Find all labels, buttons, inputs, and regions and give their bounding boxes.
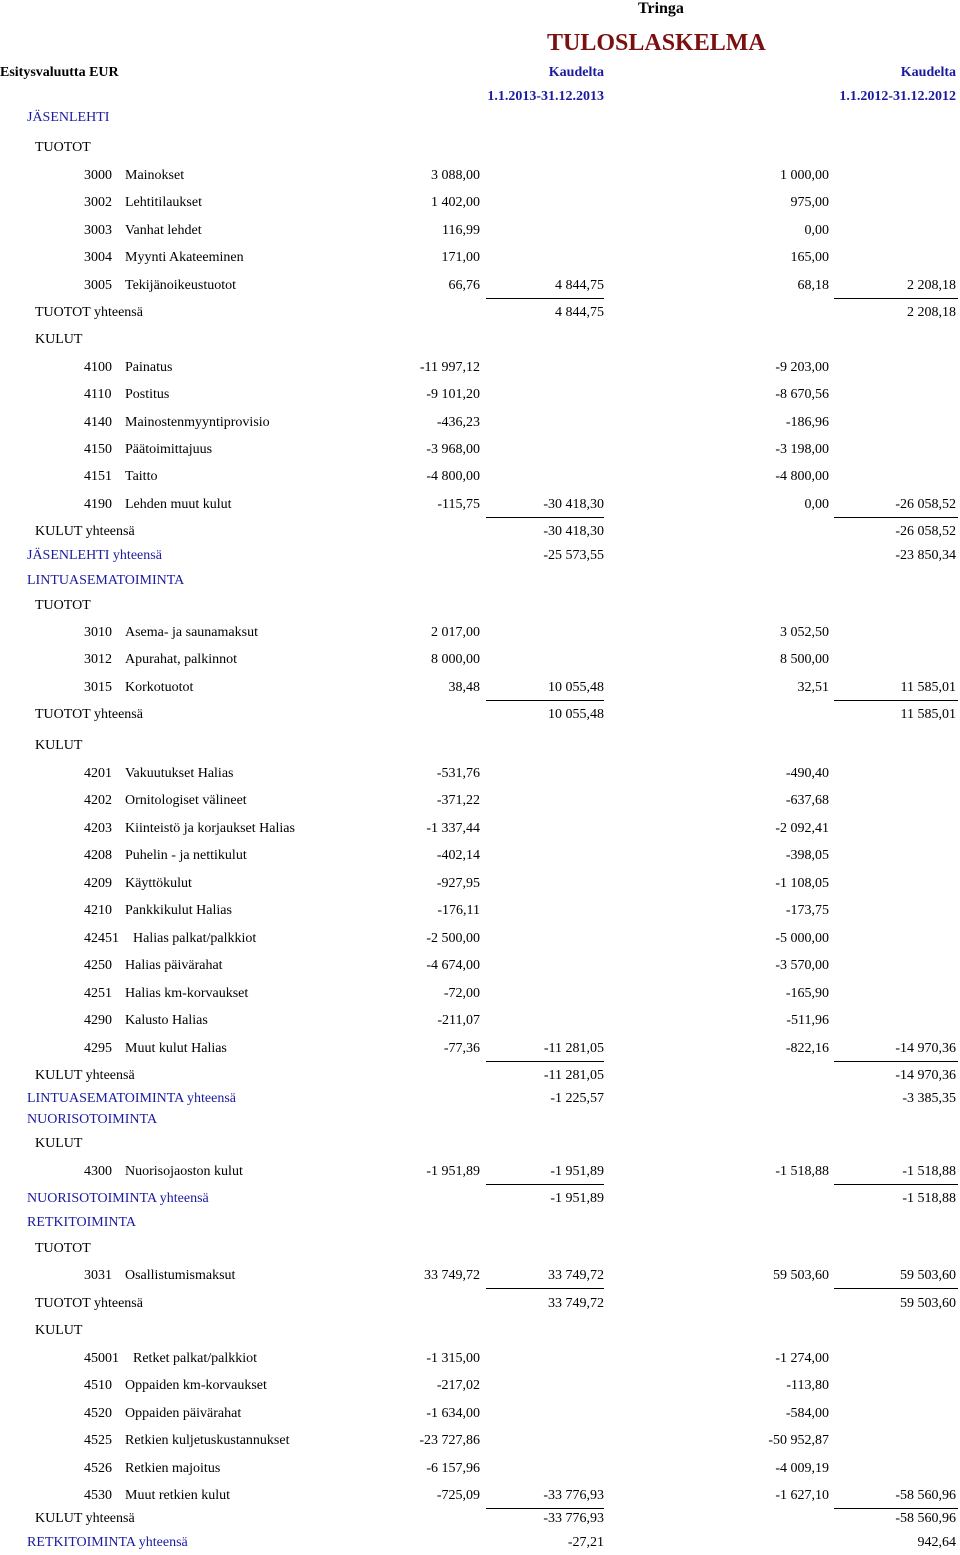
account-code: 4210 — [84, 903, 112, 918]
amount-current: -72,00 — [443, 986, 480, 1001]
subtotal-previous: -26 058,52 — [895, 497, 956, 512]
group-total-label: KULUT yhteensä — [35, 524, 135, 539]
account-name: Retkien kuljetuskustannukset — [125, 1433, 290, 1448]
account-name: Halias palkat/palkkiot — [133, 931, 257, 946]
amount-previous: -3 198,00 — [775, 442, 829, 457]
subtotal-previous: 59 503,60 — [900, 1268, 956, 1283]
amount-previous: 8 500,00 — [780, 652, 829, 667]
amount-current: 8 000,00 — [431, 652, 480, 667]
section-total-previous: -23 850,34 — [895, 548, 956, 563]
subtotal-previous: 2 208,18 — [907, 278, 956, 293]
group-total-label: TUOTOT yhteensä — [35, 707, 143, 722]
amount-current: -927,95 — [436, 876, 480, 891]
account-name: Muut kulut Halias — [125, 1041, 227, 1056]
total-rule-current — [486, 1061, 604, 1062]
amount-previous: -1 627,10 — [775, 1488, 829, 1503]
account-code: 4300 — [84, 1164, 112, 1179]
amount-current: 1 402,00 — [431, 195, 480, 210]
amount-previous: 975,00 — [790, 195, 829, 210]
amount-previous: 165,00 — [790, 250, 829, 265]
subtotal-current: -30 418,30 — [543, 497, 604, 512]
account-name: Käyttökulut — [125, 876, 192, 891]
amount-current: 2 017,00 — [431, 625, 480, 640]
total-rule-current — [486, 1508, 604, 1509]
amount-current: -4 674,00 — [426, 958, 480, 973]
account-code: 4290 — [84, 1013, 112, 1028]
account-code: 3002 — [84, 195, 112, 210]
amount-current: 38,48 — [448, 680, 480, 695]
company-name: Tringa — [638, 0, 684, 17]
group-total-current: 33 749,72 — [548, 1296, 604, 1311]
account-name: Korkotuotot — [125, 680, 194, 695]
account-code: 3003 — [84, 223, 112, 238]
amount-previous: -50 952,87 — [768, 1433, 829, 1448]
amount-current: -2 500,00 — [426, 931, 480, 946]
account-code: 4151 — [84, 469, 112, 484]
account-code: 4525 — [84, 1433, 112, 1448]
amount-previous: 0,00 — [804, 497, 829, 512]
account-code: 4526 — [84, 1461, 112, 1476]
account-name: Päätoimittajuus — [125, 442, 213, 457]
account-code: 3012 — [84, 652, 112, 667]
total-rule-current — [486, 1288, 604, 1289]
amount-current: -176,11 — [437, 903, 480, 918]
period-previous: 1.1.2012-31.12.2012 — [839, 89, 956, 104]
subtotal-previous: -14 970,36 — [895, 1041, 956, 1056]
section-total-label: LINTUASEMATOIMINTA yhteensä — [27, 1091, 236, 1106]
amount-previous: -165,90 — [785, 986, 829, 1001]
account-code: 4530 — [84, 1488, 112, 1503]
group-total-previous: -26 058,52 — [895, 524, 956, 539]
account-code: 4251 — [84, 986, 112, 1001]
total-rule-previous — [834, 1061, 958, 1062]
account-code: 4202 — [84, 793, 112, 808]
account-code: 4100 — [84, 360, 112, 375]
account-name: Osallistumismaksut — [125, 1268, 236, 1283]
account-name: Tekijänoikeustuotot — [125, 278, 237, 293]
section-total-previous: -3 385,35 — [902, 1091, 956, 1106]
section-total-current: -27,21 — [567, 1535, 604, 1550]
group-total-label: TUOTOT yhteensä — [35, 305, 143, 320]
period-label-previous: Kaudelta — [900, 65, 956, 80]
account-code: 3000 — [84, 168, 112, 183]
account-name: Myynti Akateeminen — [125, 250, 244, 265]
account-name: Puhelin - ja nettikulut — [125, 848, 247, 863]
subtotal-current: 4 844,75 — [555, 278, 604, 293]
period-label-current: Kaudelta — [548, 65, 604, 80]
account-code: 4150 — [84, 442, 112, 457]
total-rule-previous — [834, 1184, 958, 1185]
amount-previous: -511,96 — [786, 1013, 829, 1028]
account-name: Mainokset — [125, 168, 185, 183]
group-heading: KULUT — [35, 1323, 83, 1338]
amount-current: -371,22 — [436, 793, 480, 808]
amount-previous: 32,51 — [797, 680, 829, 695]
amount-current: -1 951,89 — [426, 1164, 480, 1179]
amount-current: -436,23 — [436, 415, 480, 430]
account-code: 4510 — [84, 1378, 112, 1393]
section-total-previous: -1 518,88 — [902, 1191, 956, 1206]
account-name: Taitto — [125, 469, 158, 484]
account-code: 3010 — [84, 625, 112, 640]
amount-previous: -398,05 — [785, 848, 829, 863]
group-heading: TUOTOT — [35, 140, 91, 155]
group-total-current: -30 418,30 — [543, 524, 604, 539]
section-total-label: JÄSENLEHTI yhteensä — [27, 548, 162, 563]
account-name: Pankkikulut Halias — [125, 903, 232, 918]
group-heading: KULUT — [35, 1136, 83, 1151]
amount-previous: -173,75 — [785, 903, 829, 918]
amount-previous: -9 203,00 — [775, 360, 829, 375]
group-total-previous: -14 970,36 — [895, 1068, 956, 1083]
amount-current: 171,00 — [441, 250, 480, 265]
account-code: 42451 — [84, 931, 119, 946]
total-rule-previous — [834, 1288, 958, 1289]
account-name: Kiinteistö ja korjaukset Halias — [125, 821, 295, 836]
amount-previous: -8 670,56 — [775, 387, 829, 402]
account-name: Lehden muut kulut — [125, 497, 232, 512]
account-code: 4520 — [84, 1406, 112, 1421]
total-rule-previous — [834, 517, 958, 518]
total-rule-previous — [834, 700, 958, 701]
amount-current: -9 101,20 — [426, 387, 480, 402]
account-code: 45001 — [84, 1351, 119, 1366]
amount-previous: 0,00 — [804, 223, 829, 238]
account-name: Retkien majoitus — [125, 1461, 221, 1476]
subtotal-current: 10 055,48 — [548, 680, 604, 695]
amount-current: -23 727,86 — [419, 1433, 480, 1448]
subtotal-previous: -1 518,88 — [902, 1164, 956, 1179]
account-name: Halias km-korvaukset — [125, 986, 249, 1001]
amount-current: -115,75 — [437, 497, 480, 512]
amount-current: -1 634,00 — [426, 1406, 480, 1421]
account-code: 3004 — [84, 250, 112, 265]
account-name: Vanhat lehdet — [125, 223, 202, 238]
account-code: 4201 — [84, 766, 112, 781]
total-rule-current — [486, 1184, 604, 1185]
section-heading: JÄSENLEHTI — [27, 110, 110, 125]
amount-previous: -1 108,05 — [775, 876, 829, 891]
amount-current: -1 337,44 — [426, 821, 480, 836]
account-code: 4208 — [84, 848, 112, 863]
group-total-label: KULUT yhteensä — [35, 1068, 135, 1083]
account-name: Vakuutukset Halias — [125, 766, 234, 781]
amount-current: 3 088,00 — [431, 168, 480, 183]
account-code: 4209 — [84, 876, 112, 891]
account-code: 4110 — [84, 387, 112, 402]
section-heading: RETKITOIMINTA — [27, 1215, 137, 1230]
currency-label: Esitysvaluutta EUR — [0, 65, 119, 80]
amount-current: 33 749,72 — [424, 1268, 480, 1283]
amount-current: 66,76 — [448, 278, 480, 293]
group-heading: TUOTOT — [35, 598, 91, 613]
amount-current: -4 800,00 — [426, 469, 480, 484]
total-rule-current — [486, 298, 604, 299]
amount-previous: -1 518,88 — [775, 1164, 829, 1179]
page-title: TULOSLASKELMA — [547, 30, 766, 56]
account-name: Lehtitilaukset — [125, 195, 202, 210]
group-total-current: 4 844,75 — [555, 305, 604, 320]
subtotal-previous: 11 585,01 — [900, 680, 956, 695]
account-name: Apurahat, palkinnot — [125, 652, 237, 667]
group-total-label: KULUT yhteensä — [35, 1511, 135, 1526]
amount-previous: -5 000,00 — [775, 931, 829, 946]
account-name: Halias päivärahat — [125, 958, 223, 973]
amount-previous: -2 092,41 — [775, 821, 829, 836]
account-name: Muut retkien kulut — [125, 1488, 230, 1503]
amount-current: -1 315,00 — [426, 1351, 480, 1366]
group-total-current: 10 055,48 — [548, 707, 604, 722]
account-code: 4190 — [84, 497, 112, 512]
section-total-current: -1 225,57 — [550, 1091, 604, 1106]
amount-current: 116,99 — [442, 223, 480, 238]
group-total-label: TUOTOT yhteensä — [35, 1296, 143, 1311]
section-total-label: NUORISOTOIMINTA yhteensä — [27, 1191, 209, 1206]
group-total-current: -33 776,93 — [543, 1511, 604, 1526]
subtotal-current: -33 776,93 — [543, 1488, 604, 1503]
section-heading: LINTUASEMATOIMINTA — [27, 573, 185, 588]
amount-current: -531,76 — [436, 766, 480, 781]
account-name: Asema- ja saunamaksut — [125, 625, 258, 640]
amount-previous: 59 503,60 — [773, 1268, 829, 1283]
amount-current: -217,02 — [436, 1378, 480, 1393]
amount-current: -402,14 — [436, 848, 480, 863]
total-rule-previous — [834, 298, 958, 299]
amount-previous: -113,80 — [786, 1378, 829, 1393]
account-name: Oppaiden päivärahat — [125, 1406, 242, 1421]
amount-previous: -637,68 — [785, 793, 829, 808]
subtotal-current: 33 749,72 — [548, 1268, 604, 1283]
amount-previous: -490,40 — [785, 766, 829, 781]
amount-current: -725,09 — [436, 1488, 480, 1503]
account-code: 3031 — [84, 1268, 112, 1283]
amount-previous: -1 274,00 — [775, 1351, 829, 1366]
account-name: Nuorisojaoston kulut — [125, 1164, 243, 1179]
account-name: Mainostenmyyntiprovisio — [125, 415, 270, 430]
account-name: Kalusto Halias — [125, 1013, 208, 1028]
amount-previous: -3 570,00 — [775, 958, 829, 973]
amount-previous: -584,00 — [785, 1406, 829, 1421]
amount-current: -6 157,96 — [426, 1461, 480, 1476]
section-heading: NUORISOTOIMINTA — [27, 1112, 158, 1127]
account-name: Retket palkat/palkkiot — [133, 1351, 258, 1366]
amount-current: -11 997,12 — [419, 360, 480, 375]
subtotal-previous: -58 560,96 — [895, 1488, 956, 1503]
amount-previous: -822,16 — [785, 1041, 829, 1056]
total-rule-current — [486, 700, 604, 701]
total-rule-previous — [834, 1508, 958, 1509]
account-code: 4203 — [84, 821, 112, 836]
amount-previous: 1 000,00 — [780, 168, 829, 183]
section-total-current: -1 951,89 — [550, 1191, 604, 1206]
total-rule-current — [486, 517, 604, 518]
group-heading: TUOTOT — [35, 1241, 91, 1256]
amount-previous: -4 800,00 — [775, 469, 829, 484]
group-heading: KULUT — [35, 738, 83, 753]
amount-previous: -4 009,19 — [775, 1461, 829, 1476]
amount-previous: -186,96 — [785, 415, 829, 430]
group-total-previous: 2 208,18 — [907, 305, 956, 320]
account-name: Painatus — [125, 360, 173, 375]
section-total-current: -25 573,55 — [543, 548, 604, 563]
account-code: 3005 — [84, 278, 112, 293]
account-code: 4295 — [84, 1041, 112, 1056]
group-total-previous: -58 560,96 — [895, 1511, 956, 1526]
amount-previous: 68,18 — [797, 278, 829, 293]
group-total-previous: 11 585,01 — [900, 707, 956, 722]
account-name: Oppaiden km-korvaukset — [125, 1378, 267, 1393]
section-total-previous: 942,64 — [917, 1535, 956, 1550]
subtotal-current: -11 281,05 — [543, 1041, 604, 1056]
amount-current: -77,36 — [443, 1041, 480, 1056]
amount-previous: 3 052,50 — [780, 625, 829, 640]
group-heading: KULUT — [35, 332, 83, 347]
amount-current: -3 968,00 — [426, 442, 480, 457]
account-name: Ornitologiset välineet — [125, 793, 247, 808]
account-name: Postitus — [125, 387, 170, 402]
account-code: 4140 — [84, 415, 112, 430]
account-code: 3015 — [84, 680, 112, 695]
period-current: 1.1.2013-31.12.2013 — [487, 89, 604, 104]
section-total-label: RETKITOIMINTA yhteensä — [27, 1535, 188, 1550]
group-total-previous: 59 503,60 — [900, 1296, 956, 1311]
amount-current: -211,07 — [437, 1013, 480, 1028]
account-code: 4250 — [84, 958, 112, 973]
subtotal-current: -1 951,89 — [550, 1164, 604, 1179]
group-total-current: -11 281,05 — [543, 1068, 604, 1083]
